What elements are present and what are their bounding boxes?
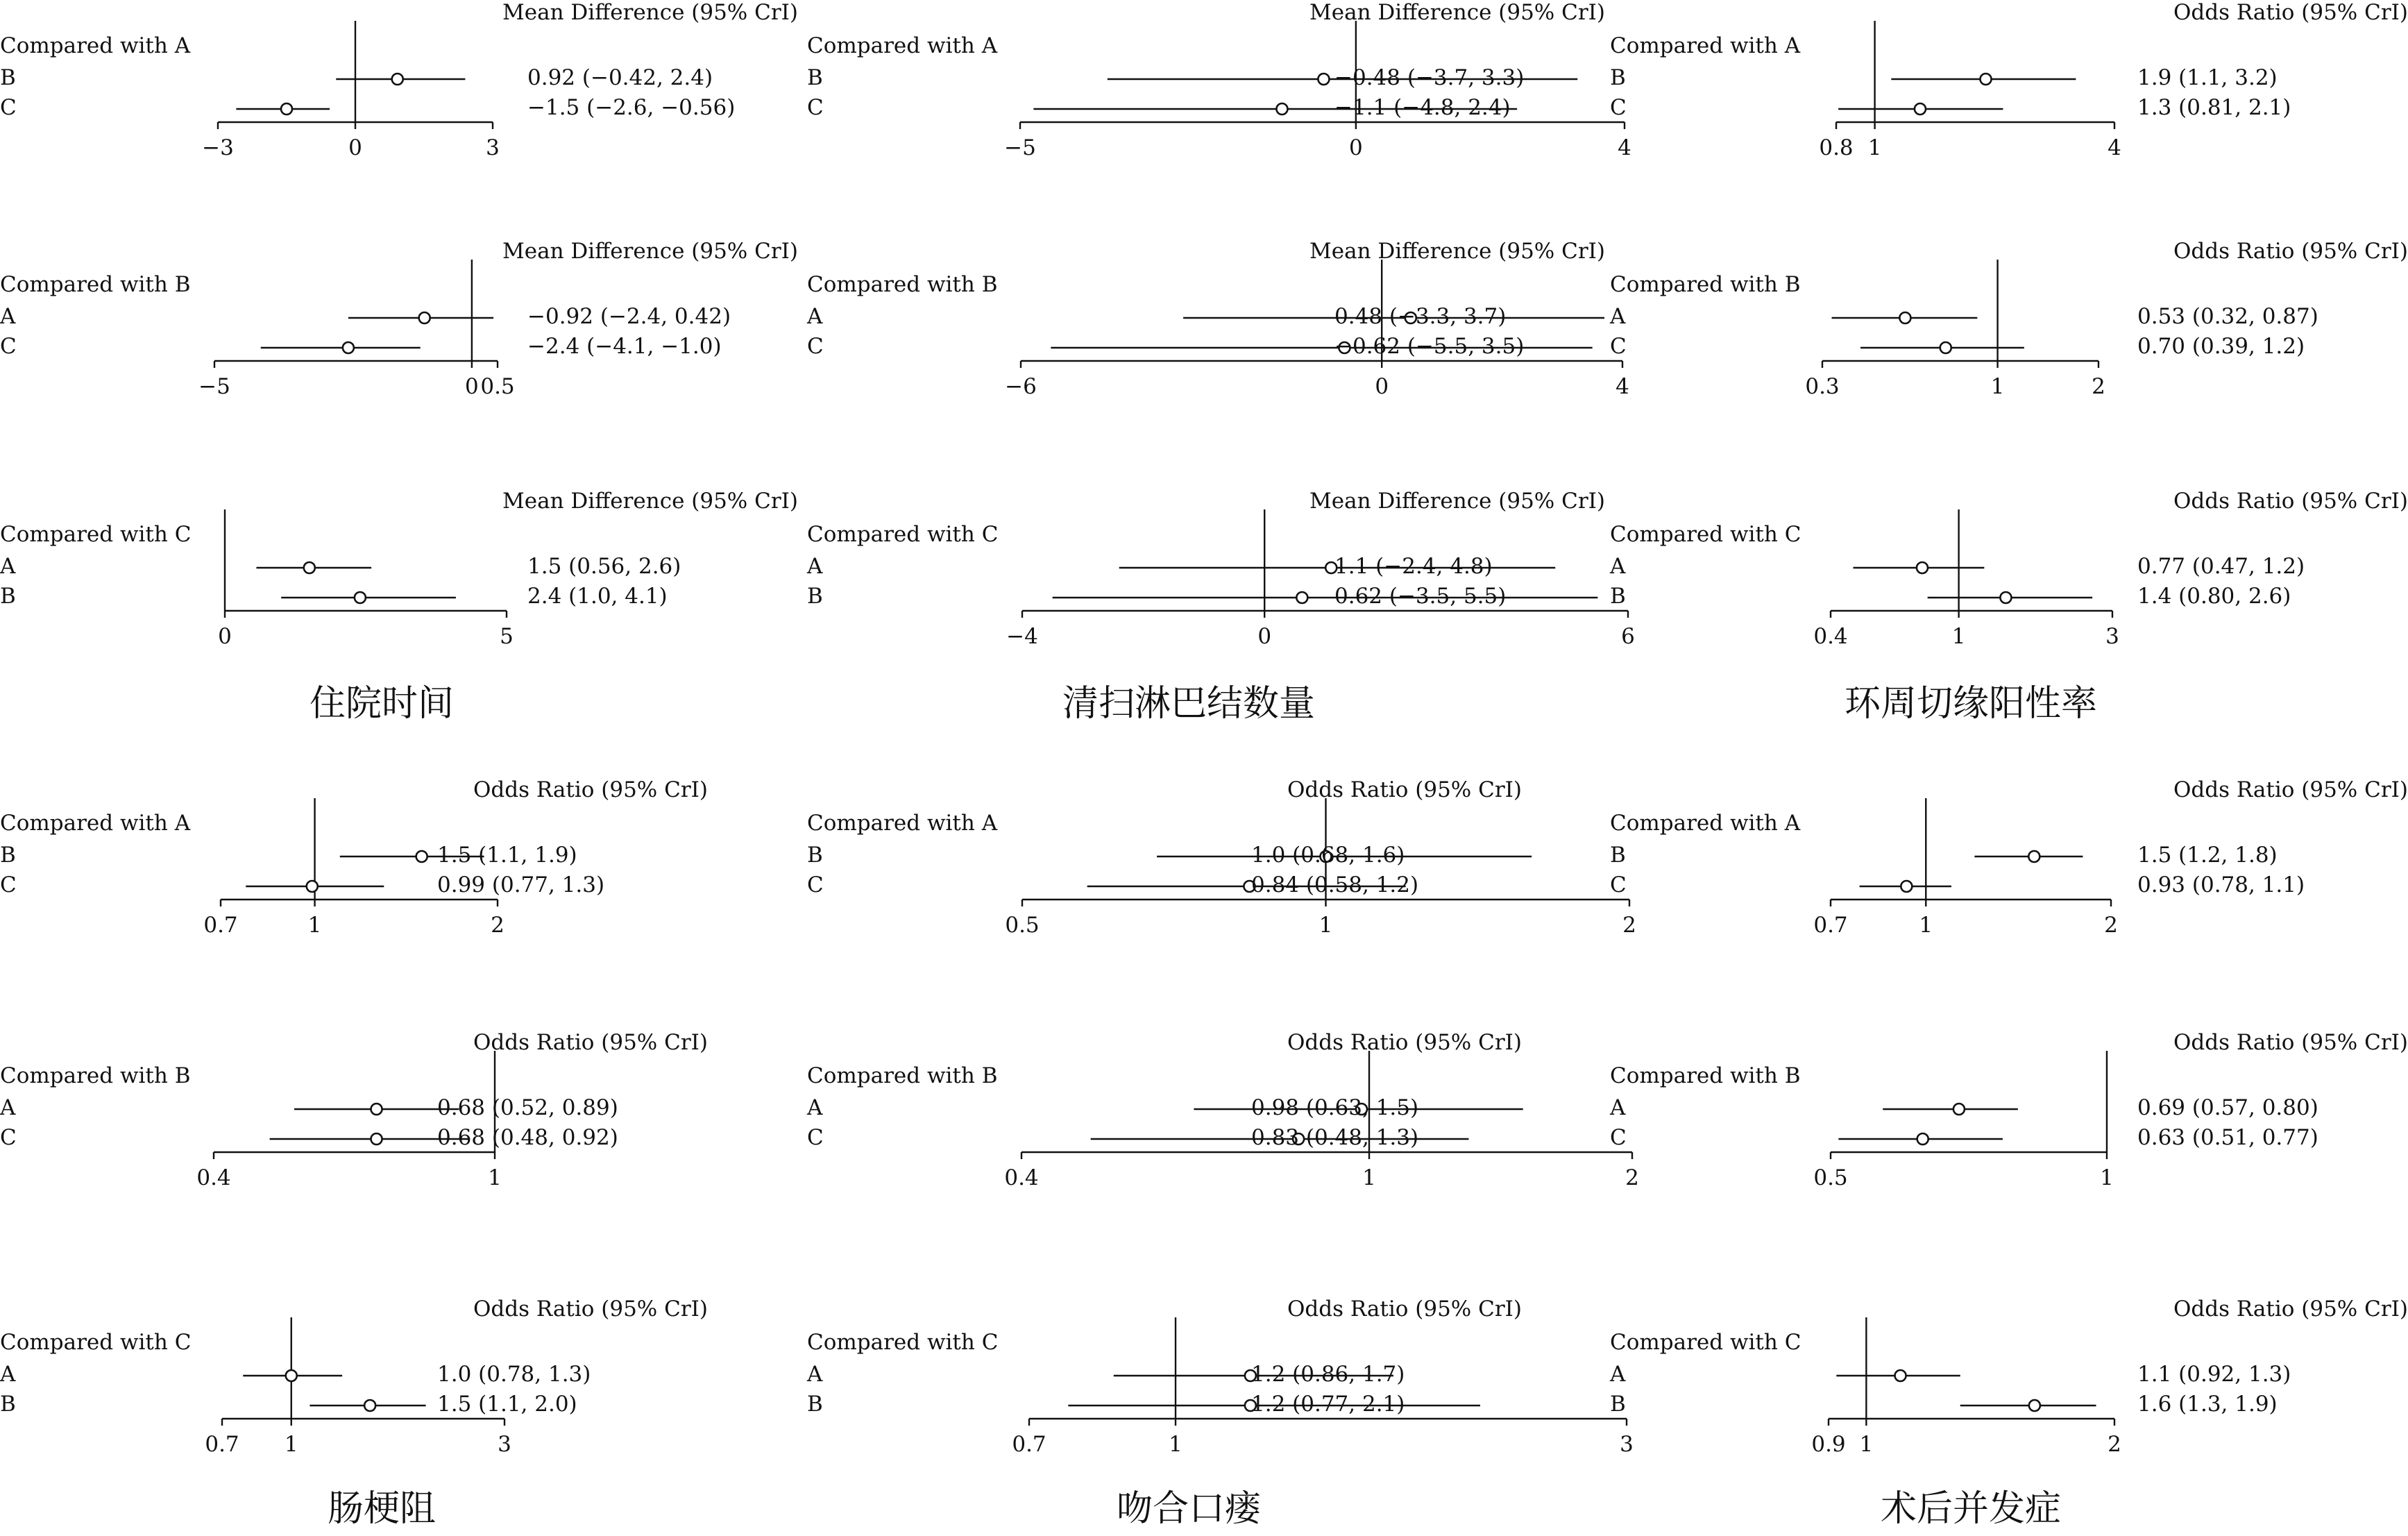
point-estimate-b [2029, 1400, 2040, 1411]
point-estimate-b [2028, 851, 2040, 862]
stat-label: Mean Difference (95% CrI) [1309, 239, 1605, 264]
x-tick-label: 3 [1620, 1432, 1634, 1457]
forest-plot [1610, 489, 2408, 669]
x-tick-label: 0 [348, 135, 362, 160]
x-tick-label: 1 [2100, 1165, 2114, 1190]
forest-panel-hospital-stay-vs-b [0, 239, 798, 454]
stat-label: Mean Difference (95% CrI) [1309, 0, 1605, 25]
row-label-b: B [0, 65, 16, 90]
comparator-label: Compared with C [0, 1330, 192, 1355]
row-label-b: B [0, 584, 16, 609]
stat-label: Odds Ratio (95% CrI) [2173, 239, 2408, 264]
ci-text-a: 1.1 (0.92, 1.3) [2137, 1362, 2291, 1387]
row-label-b: B [0, 1392, 16, 1417]
comparator-label: Compared with A [1610, 811, 1801, 836]
x-tick-label: 3 [486, 135, 500, 160]
ci-text-b: 1.5 (1.1, 1.9) [437, 843, 577, 868]
point-estimate-c [307, 881, 318, 892]
ci-text-b: 1.4 (0.80, 2.6) [2137, 584, 2291, 609]
forest-plot [1610, 1030, 2408, 1210]
stat-label: Mean Difference (95% CrI) [502, 489, 798, 514]
point-estimate-a [1895, 1370, 1906, 1381]
point-estimate-b [364, 1400, 375, 1411]
point-estimate-b [2000, 592, 2011, 603]
x-tick-label: 3 [498, 1432, 511, 1457]
x-tick-label: 1 [1859, 1432, 1874, 1457]
ci-text-a: 1.1 (−2.4, 4.8) [1334, 554, 1493, 579]
forest-panel-crm-positive-vs-a [1610, 0, 2408, 215]
ci-text-c: 1.3 (0.81, 2.1) [2137, 95, 2291, 120]
point-estimate-b [1981, 74, 1992, 85]
x-tick-label: 1 [1362, 1165, 1376, 1190]
row-label-b: B [1610, 843, 1626, 868]
x-tick-label: 5 [500, 624, 514, 649]
row-label-c: C [807, 334, 824, 359]
x-tick-label: 1 [1919, 913, 1933, 938]
comparator-label: Compared with A [0, 33, 191, 58]
x-tick-label: 1 [1867, 135, 1882, 160]
forest-panel-hospital-stay-vs-c [0, 489, 798, 704]
x-tick-label: −5 [1004, 135, 1036, 160]
x-tick-label: 4 [1618, 135, 1631, 160]
ci-text-c: 0.63 (0.51, 0.77) [2137, 1125, 2318, 1150]
ci-text-a: 1.2 (0.86, 1.7) [1251, 1362, 1405, 1387]
point-estimate-c [1276, 103, 1287, 115]
comparator-label: Compared with A [1610, 33, 1801, 58]
x-tick-label: 0.5 [1005, 913, 1040, 938]
ci-text-a: 0.53 (0.32, 0.87) [2137, 304, 2318, 329]
forest-panel-ileus-vs-a [0, 777, 708, 993]
row-label-c: C [0, 95, 17, 120]
forest-plot [1610, 1297, 2408, 1477]
x-tick-label: 1 [307, 913, 322, 938]
x-tick-label: 0.9 [1811, 1432, 1846, 1457]
row-label-b: B [807, 65, 823, 90]
x-tick-label: 1 [1951, 624, 1966, 649]
point-estimate-a [419, 312, 430, 323]
forest-panel-ileus-vs-b [0, 1030, 708, 1245]
group-title-ileus: 肠梗阻 [327, 1488, 436, 1530]
stat-label: Odds Ratio (95% CrI) [473, 777, 708, 802]
stat-label: Odds Ratio (95% CrI) [2173, 489, 2408, 514]
group-title-complications: 术后并发症 [1880, 1488, 2061, 1530]
stat-label: Odds Ratio (95% CrI) [473, 1030, 708, 1055]
ci-text-c: 0.68 (0.48, 0.92) [437, 1125, 618, 1150]
row-label-a: A [1610, 554, 1626, 579]
ci-text-b: 1.6 (1.3, 1.9) [2137, 1392, 2278, 1417]
ci-text-c: 0.83 (0.48, 1.3) [1251, 1125, 1419, 1150]
row-label-a: A [0, 304, 16, 329]
ci-text-a: 0.77 (0.47, 1.2) [2137, 554, 2305, 579]
row-label-a: A [0, 554, 16, 579]
stat-label: Mean Difference (95% CrI) [502, 239, 798, 264]
x-tick-label: 1 [488, 1165, 502, 1190]
forest-panel-anastomotic-leak-vs-b [807, 1030, 1639, 1245]
point-estimate-a [304, 562, 315, 573]
point-estimate-b [1318, 74, 1329, 85]
x-tick-label: 2 [1625, 1165, 1639, 1190]
x-tick-label: 0 [1349, 135, 1363, 160]
ci-text-b: 0.92 (−0.42, 2.4) [527, 65, 713, 90]
x-tick-label: 2 [2104, 913, 2118, 938]
comparator-label: Compared with C [807, 522, 999, 547]
ci-text-c: 0.99 (0.77, 1.3) [437, 872, 605, 897]
comparator-label: Compared with C [1610, 1330, 1801, 1355]
forest-panel-anastomotic-leak-vs-a [807, 777, 1636, 993]
stat-label: Odds Ratio (95% CrI) [2173, 777, 2408, 802]
x-tick-label: 1 [1319, 913, 1333, 938]
forest-plot [1610, 777, 2408, 958]
row-label-c: C [807, 95, 824, 120]
forest-plot [807, 239, 1605, 419]
ci-text-b: 1.9 (1.1, 3.2) [2137, 65, 2278, 90]
x-tick-label: 2 [2108, 1432, 2121, 1457]
row-label-a: A [807, 554, 823, 579]
forest-panel-lymph-nodes-vs-c [807, 489, 1635, 704]
row-label-b: B [1610, 584, 1626, 609]
row-label-b: B [807, 843, 823, 868]
point-estimate-b [355, 592, 366, 603]
group-title-crm-positive: 环周切缘阳性率 [1844, 683, 2097, 725]
point-estimate-a [1899, 312, 1910, 323]
ci-text-b: −0.48 (−3.7, 3.3) [1334, 65, 1525, 90]
forest-plot [807, 0, 1605, 180]
x-tick-label: 0.7 [1012, 1432, 1046, 1457]
row-label-b: B [1610, 1392, 1626, 1417]
row-label-c: C [807, 1125, 824, 1150]
comparator-label: Compared with B [0, 272, 191, 297]
comparator-label: Compared with B [807, 1063, 998, 1088]
row-label-a: A [0, 1095, 16, 1120]
x-tick-label: 0.4 [1813, 624, 1848, 649]
row-label-c: C [0, 872, 17, 897]
ci-text-b: 1.0 (0.68, 1.6) [1251, 843, 1405, 868]
point-estimate-c [343, 342, 354, 353]
forest-panel-complications-vs-c [1610, 1297, 2408, 1512]
row-label-a: A [1610, 1095, 1626, 1120]
x-tick-label: 2 [1622, 913, 1636, 938]
x-tick-label: 3 [2105, 624, 2119, 649]
point-estimate-c [371, 1133, 382, 1145]
point-estimate-b [1296, 592, 1307, 603]
comparator-label: Compared with B [1610, 272, 1801, 297]
point-estimate-c [1901, 881, 1912, 892]
x-tick-label: 4 [1616, 374, 1629, 399]
x-tick-label: 0.7 [203, 913, 238, 938]
comparator-label: Compared with B [0, 1063, 191, 1088]
ci-text-a: 1.0 (0.78, 1.3) [437, 1362, 591, 1387]
row-label-c: C [0, 1125, 17, 1150]
row-label-b: B [807, 584, 823, 609]
stat-label: Odds Ratio (95% CrI) [1287, 777, 1522, 802]
x-tick-label: −6 [1005, 374, 1037, 399]
x-tick-label: −5 [198, 374, 230, 399]
ci-text-b: 0.62 (−3.5, 5.5) [1334, 584, 1507, 609]
forest-panel-lymph-nodes-vs-b [807, 239, 1629, 454]
row-label-b: B [0, 843, 16, 868]
forest-plot [0, 489, 798, 669]
row-label-c: C [807, 872, 824, 897]
ci-text-b: 1.5 (1.1, 2.0) [437, 1392, 577, 1417]
stat-label: Mean Difference (95% CrI) [502, 0, 798, 25]
point-estimate-a [1917, 562, 1928, 573]
comparator-label: Compared with B [1610, 1063, 1801, 1088]
ci-text-b: 1.2 (0.77, 2.1) [1251, 1392, 1405, 1417]
row-label-a: A [0, 1362, 16, 1387]
x-tick-label: −3 [202, 135, 234, 160]
row-label-a: A [1610, 1362, 1626, 1387]
stat-label: Odds Ratio (95% CrI) [1287, 1297, 1522, 1322]
comparator-label: Compared with B [807, 272, 998, 297]
ci-text-a: 0.48 (−3.3, 3.7) [1334, 304, 1507, 329]
comparator-label: Compared with C [1610, 522, 1801, 547]
x-tick-label: 1 [284, 1432, 298, 1457]
x-tick-label: 0 [1257, 624, 1272, 649]
group-title-anastomotic-leak: 吻合口瘘 [1116, 1488, 1261, 1530]
forest-plot [807, 489, 1605, 669]
forest-plot [0, 1297, 708, 1477]
forest-panel-hospital-stay-vs-a [0, 0, 798, 215]
ci-text-c: 0.93 (0.78, 1.1) [2137, 872, 2305, 897]
ci-text-c: −1.5 (−2.6, −0.56) [527, 95, 736, 120]
point-estimate-b [392, 74, 403, 85]
comparator-label: Compared with C [807, 1330, 999, 1355]
row-label-c: C [1610, 872, 1627, 897]
comparator-label: Compared with A [0, 811, 191, 836]
ci-text-c: −2.4 (−4.1, −1.0) [527, 334, 722, 359]
forest-plot [1610, 0, 2408, 180]
x-tick-label: 0.4 [196, 1165, 231, 1190]
point-estimate-c [1917, 1133, 1928, 1145]
forest-panel-crm-positive-vs-b [1610, 239, 2408, 454]
forest-plot [0, 1030, 708, 1210]
forest-plot [807, 777, 1522, 958]
ci-text-a: 0.69 (0.57, 0.80) [2137, 1095, 2318, 1120]
comparator-label: Compared with C [0, 522, 192, 547]
forest-panel-complications-vs-b [1610, 1030, 2408, 1245]
x-tick-label: 0 [218, 624, 232, 649]
ci-text-a: 1.5 (0.56, 2.6) [527, 554, 681, 579]
x-tick-label: −4 [1006, 624, 1038, 649]
x-tick-label: 0.7 [205, 1432, 239, 1457]
ci-text-a: −0.92 (−2.4, 0.42) [527, 304, 731, 329]
point-estimate-c [1915, 103, 1926, 115]
stat-label: Odds Ratio (95% CrI) [2173, 1030, 2408, 1055]
x-tick-label: 1 [1169, 1432, 1182, 1457]
x-tick-label: 2 [2092, 374, 2105, 399]
x-tick-label: 0.7 [1813, 913, 1848, 938]
group-title-hospital-stay: 住院时间 [309, 683, 454, 725]
stat-label: Odds Ratio (95% CrI) [2173, 1297, 2408, 1322]
ci-text-a: 0.98 (0.63, 1.5) [1251, 1095, 1419, 1120]
ci-text-a: 0.68 (0.52, 0.89) [437, 1095, 618, 1120]
forest-plot [807, 1030, 1522, 1210]
forest-panel-lymph-nodes-vs-a [807, 0, 1631, 215]
ci-text-b: 2.4 (1.0, 4.1) [527, 584, 668, 609]
x-tick-label: 1 [1990, 374, 2005, 399]
point-estimate-c [1940, 342, 1951, 353]
group-title-lymph-nodes: 清扫淋巴结数量 [1062, 683, 1315, 725]
point-estimate-c [281, 103, 292, 115]
forest-plot [0, 239, 798, 419]
row-label-c: C [1610, 1125, 1627, 1150]
stat-label: Odds Ratio (95% CrI) [473, 1297, 708, 1322]
x-tick-label: 4 [2108, 135, 2121, 160]
forest-plot [0, 0, 798, 180]
row-label-a: A [1610, 304, 1626, 329]
forest-panel-crm-positive-vs-c [1610, 489, 2408, 704]
comparator-label: Compared with A [807, 33, 998, 58]
x-tick-label: 2 [491, 913, 505, 938]
x-tick-label: 0.5 [1813, 1165, 1848, 1190]
row-label-b: B [807, 1392, 823, 1417]
ci-text-c: 0.84 (0.58, 1.2) [1251, 872, 1419, 897]
comparator-label: Compared with A [807, 811, 998, 836]
forest-panel-complications-vs-a [1610, 777, 2408, 993]
stat-label: Mean Difference (95% CrI) [1309, 489, 1605, 514]
row-label-a: A [807, 304, 823, 329]
ci-text-c: 0.70 (0.39, 1.2) [2137, 334, 2305, 359]
x-tick-label: 0 [1375, 374, 1389, 399]
x-tick-label: 0.3 [1805, 374, 1840, 399]
x-tick-label: 0.8 [1819, 135, 1854, 160]
ci-text-c: −1.1 (−4.8, 2.4) [1334, 95, 1511, 120]
x-tick-label: 0.5 [480, 374, 515, 399]
row-label-c: C [0, 334, 17, 359]
point-estimate-a [1953, 1104, 1965, 1115]
x-tick-label: 6 [1621, 624, 1635, 649]
point-estimate-b [416, 851, 427, 862]
row-label-b: B [1610, 65, 1626, 90]
x-tick-label: 0.4 [1004, 1165, 1039, 1190]
row-label-a: A [807, 1095, 823, 1120]
stat-label: Odds Ratio (95% CrI) [2173, 0, 2408, 25]
row-label-a: A [807, 1362, 823, 1387]
forest-panel-anastomotic-leak-vs-c [807, 1297, 1634, 1512]
point-estimate-a [286, 1370, 297, 1381]
ci-text-c: −0.62 (−5.5, 3.5) [1334, 334, 1525, 359]
stat-label: Odds Ratio (95% CrI) [1287, 1030, 1522, 1055]
row-label-c: C [1610, 95, 1627, 120]
point-estimate-a [371, 1104, 382, 1115]
row-label-c: C [1610, 334, 1627, 359]
x-tick-label: 0 [465, 374, 479, 399]
forest-panel-ileus-vs-c [0, 1297, 708, 1512]
ci-text-b: 1.5 (1.2, 1.8) [2137, 843, 2278, 868]
